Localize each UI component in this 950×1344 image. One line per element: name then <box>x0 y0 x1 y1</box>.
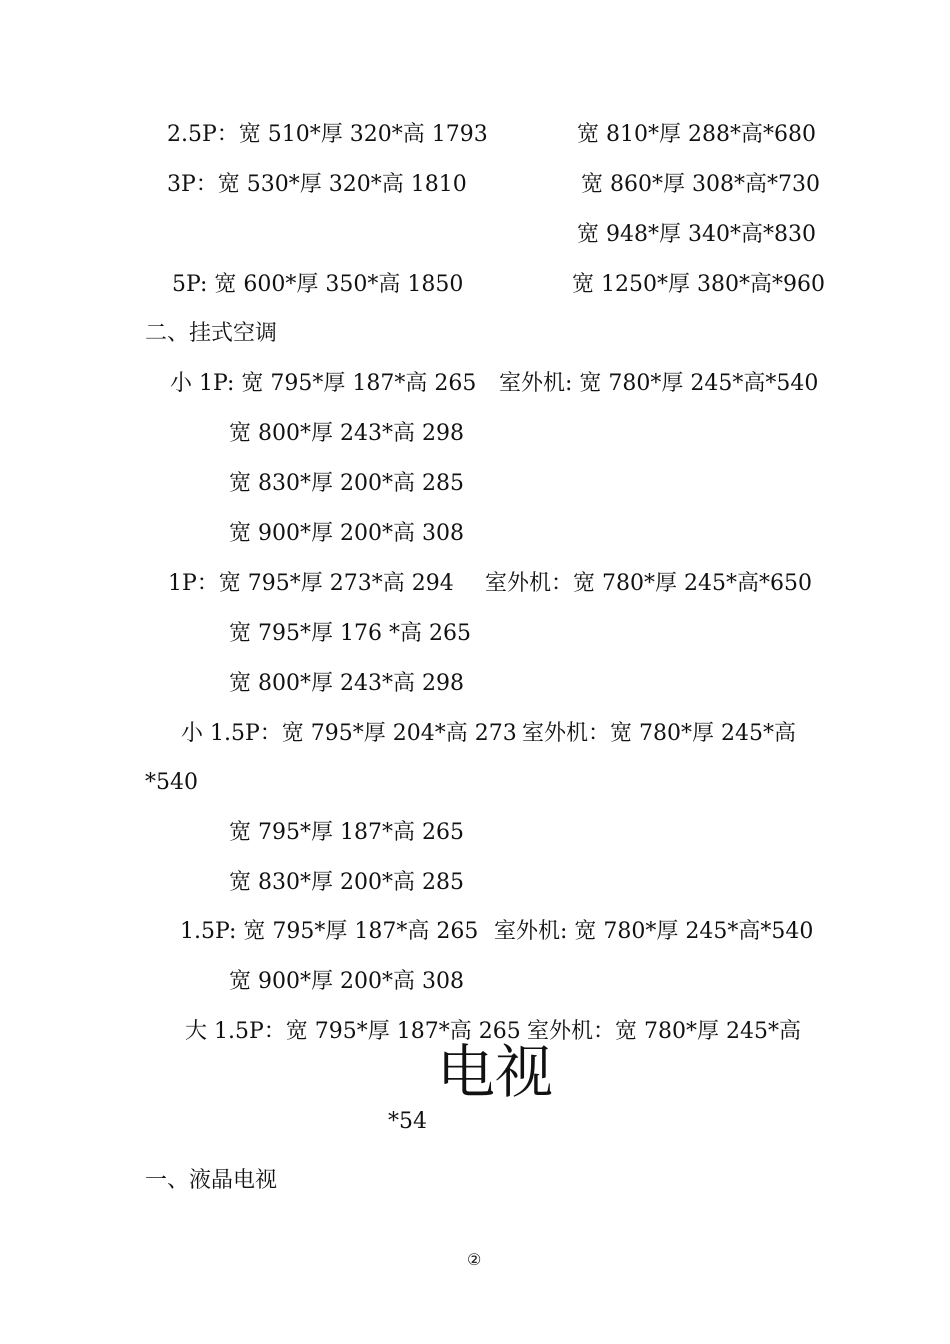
wall-line: 宽 800*厚 243*高 298 <box>229 671 464 696</box>
wall-large-1-5p-left: 大 1.5P：宽 795*厚 187*高 265 <box>185 1019 521 1044</box>
wall-line: 宽 830*厚 200*高 285 <box>229 471 464 496</box>
row-5p-right: 宽 1250*厚 380*高*960 <box>572 272 825 297</box>
wall-1-5p-right: 室外机: 宽 780*厚 245*高*540 <box>494 919 814 944</box>
row-3p-right: 宽 860*厚 308*高*730 <box>581 172 820 197</box>
section-heading-lcd-tv: 一、液晶电视 <box>145 1168 278 1193</box>
wall-line: 宽 795*厚 176 *高 265 <box>229 621 471 646</box>
wall-1-5p-left: 1.5P: 宽 795*厚 187*高 265 <box>180 919 479 944</box>
wall-line: 宽 900*厚 200*高 308 <box>229 521 464 546</box>
section-heading-wall-ac: 二、挂式空调 <box>145 321 278 346</box>
tv-heading: 电视 <box>437 1038 554 1106</box>
wall-small-1p-right: 室外机: 宽 780*厚 245*高*540 <box>499 371 819 396</box>
row-3p-left: 3P：宽 530*厚 320*高 1810 <box>167 172 467 197</box>
row-5p-left: 5P: 宽 600*厚 350*高 1850 <box>172 272 464 297</box>
row-2-5p-right: 宽 810*厚 288*高*680 <box>577 122 816 147</box>
row-2-5p-left: 2.5P：宽 510*厚 320*高 1793 <box>167 122 488 147</box>
wrap-tail: *54 <box>388 1109 427 1134</box>
page-number: ② <box>467 1250 482 1269</box>
wall-1p-left: 1P：宽 795*厚 273*高 294 <box>168 571 454 596</box>
wall-small-1p-left: 小 1P: 宽 795*厚 187*高 265 <box>170 371 477 396</box>
wall-wrap-line: *540 <box>145 770 198 795</box>
wall-line: 宽 830*厚 200*高 285 <box>229 870 464 895</box>
wall-small-1-5p-right: 室外机：宽 780*厚 245*高 <box>522 721 796 746</box>
wall-1p-right: 室外机：宽 780*厚 245*高*650 <box>485 571 812 596</box>
wall-line: 宽 800*厚 243*高 298 <box>229 421 464 446</box>
wall-large-1-5p-right: 室外机：宽 780*厚 245*高 <box>527 1019 801 1044</box>
wall-small-1-5p-left: 小 1.5P：宽 795*厚 204*高 273 <box>181 721 517 746</box>
wall-line: 宽 900*厚 200*高 308 <box>229 969 464 994</box>
row-extra-right: 宽 948*厚 340*高*830 <box>577 222 816 247</box>
wall-line: 宽 795*厚 187*高 265 <box>229 820 464 845</box>
